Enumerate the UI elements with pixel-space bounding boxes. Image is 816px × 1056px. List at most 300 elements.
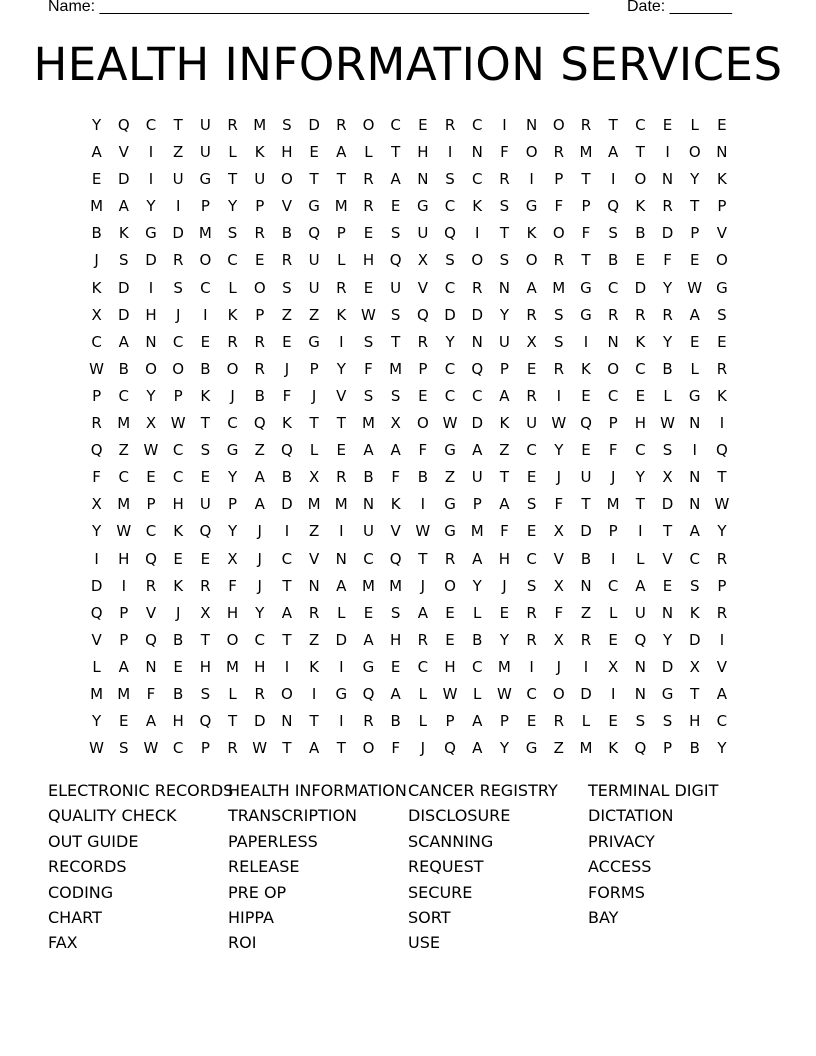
grid-row <box>83 518 736 545</box>
grid-letter: M <box>361 576 375 595</box>
grid-letter: K <box>689 603 700 622</box>
grid-letter: S <box>282 116 292 134</box>
grid-letter: L <box>337 251 346 270</box>
grid-letter: D <box>308 116 320 134</box>
word-list-item: RELEASE <box>228 857 300 877</box>
grid-row <box>83 573 736 600</box>
grid-letter: P <box>255 305 265 324</box>
grid-letter: T <box>499 224 509 243</box>
grid-letter: S <box>173 278 183 297</box>
grid-letter: K <box>227 305 238 324</box>
grid-letter: O <box>716 251 728 270</box>
grid-letter: G <box>580 305 592 324</box>
grid-letter: B <box>363 468 374 487</box>
grid-letter: K <box>91 278 102 297</box>
grid-letter: O <box>552 684 565 703</box>
grid-letter: X <box>662 468 673 487</box>
grid-letter: H <box>634 414 646 433</box>
grid-letter: W <box>714 495 730 514</box>
grid-letter: I <box>148 278 154 297</box>
grid-letter: E <box>418 386 428 405</box>
grid-letter: O <box>552 116 565 134</box>
grid-letter: P <box>228 495 238 514</box>
grid-letter: G <box>716 278 728 297</box>
grid-letter: E <box>363 603 374 622</box>
grid-letter: M <box>389 576 403 595</box>
grid-letter: D <box>118 278 130 297</box>
grid-letter: G <box>525 739 538 758</box>
grid-letter: I <box>121 576 126 595</box>
grid-letter: Q <box>362 684 375 703</box>
grid-letter: Q <box>281 441 293 460</box>
grid-letter: T <box>391 143 401 162</box>
grid-letter: M <box>497 657 511 676</box>
grid-letter: V <box>662 549 673 568</box>
grid-letter: E <box>254 251 265 270</box>
grid-letter: R <box>580 630 592 649</box>
grid-letter: M <box>552 278 566 297</box>
grid-letter: Y <box>336 359 346 378</box>
grid-letter: I <box>284 657 290 676</box>
grid-letter: S <box>662 712 673 731</box>
grid-letter: A <box>635 576 646 595</box>
grid-letter: A <box>417 603 428 622</box>
grid-letter: E <box>581 441 591 460</box>
grid-row <box>83 491 736 518</box>
grid-letter: M <box>90 197 104 216</box>
grid-letter: E <box>608 712 618 731</box>
grid-letter: L <box>418 684 428 703</box>
grid-letter: C <box>145 522 157 541</box>
word-list-item: SECURE <box>408 882 473 902</box>
grid-row <box>83 356 736 383</box>
grid-letter: E <box>282 332 292 351</box>
grid-letter: Z <box>173 143 184 162</box>
grid-letter: F <box>608 441 618 460</box>
grid-letter: R <box>553 143 564 162</box>
grid-letter: X <box>608 657 619 676</box>
grid-letter: E <box>363 224 374 243</box>
grid-letter: A <box>118 197 129 216</box>
grid-letter: A <box>472 549 483 568</box>
grid-letter: E <box>200 549 211 568</box>
grid-letter: D <box>634 278 647 297</box>
grid-letter: A <box>390 684 401 703</box>
grid-letter: J <box>257 576 262 595</box>
grid-letter: S <box>445 170 455 189</box>
grid-letter: K <box>472 197 483 216</box>
grid-letter: J <box>284 359 290 378</box>
grid-letter: L <box>364 143 373 162</box>
grid-letter: A <box>499 495 510 514</box>
grid-letter: C <box>526 684 537 703</box>
grid-letter: E <box>689 332 700 351</box>
grid-letter: O <box>172 359 185 378</box>
grid-letter: P <box>499 712 509 731</box>
grid-letter: Z <box>281 305 293 324</box>
grid-letter: G <box>335 684 348 703</box>
grid-letter: N <box>607 332 619 351</box>
grid-letter: L <box>473 684 482 703</box>
grid-letter: R <box>227 332 238 351</box>
grid-letter: S <box>662 441 673 460</box>
grid-letter: C <box>227 251 238 270</box>
grid-letter: O <box>552 224 565 243</box>
grid-letter: R <box>635 305 646 324</box>
grid-letter: G <box>525 197 538 216</box>
grid-letter: K <box>254 143 265 162</box>
grid-letter: C <box>635 116 646 134</box>
grid-letter: N <box>145 332 157 351</box>
grid-letter: D <box>444 305 456 324</box>
grid-letter: Q <box>580 414 592 433</box>
grid-letter: Z <box>308 305 320 324</box>
grid-letter: T <box>200 414 210 433</box>
grid-letter: Y <box>227 522 238 541</box>
grid-letter: B <box>417 468 428 487</box>
grid-letter: E <box>91 170 102 189</box>
grid-letter: W <box>442 414 458 433</box>
word-list-item: ROI <box>228 933 257 953</box>
word-list-item: PRIVACY <box>588 831 655 851</box>
grid-letter: N <box>634 657 646 676</box>
grid-letter: Q <box>444 739 456 758</box>
grid-letter: K <box>281 414 292 433</box>
grid-letter: W <box>687 278 703 297</box>
grid-letter: O <box>416 414 429 433</box>
word-list-item: TERMINAL DIGIT <box>588 781 719 800</box>
grid-letter: C <box>172 441 184 460</box>
grid-letter: D <box>90 576 103 595</box>
grid-letter: O <box>199 251 212 270</box>
grid-letter: R <box>254 224 265 243</box>
grid-letter: O <box>607 359 620 378</box>
grid-letter: O <box>253 278 266 297</box>
grid-letter: R <box>716 603 728 622</box>
grid-letter: A <box>118 332 129 351</box>
grid-letter: H <box>254 657 266 676</box>
grid-letter: H <box>118 549 130 568</box>
grid-letter: G <box>417 197 429 216</box>
grid-letter: X <box>91 305 102 324</box>
grid-letter: O <box>362 116 375 134</box>
grid-letter: X <box>390 414 401 433</box>
grid-letter: I <box>665 143 670 162</box>
grid-letter: W <box>89 359 105 378</box>
grid-row <box>83 464 736 491</box>
grid-letter: V <box>336 386 347 405</box>
grid-letter: D <box>335 630 348 649</box>
grid-letter: R <box>553 712 564 731</box>
grid-letter: S <box>282 278 292 297</box>
grid-letter: M <box>253 116 267 134</box>
grid-row <box>83 166 736 193</box>
grid-letter: R <box>308 603 320 622</box>
word-list-item: OUT GUIDE <box>48 831 139 851</box>
grid-letter: R <box>281 251 293 270</box>
grid-letter: R <box>526 630 537 649</box>
grid-letter: R <box>580 116 592 134</box>
word-list-item: HIPPA <box>228 907 274 927</box>
grid-letter: L <box>228 684 237 703</box>
grid-letter: A <box>281 603 293 622</box>
grid-letter: D <box>172 224 184 243</box>
page-title: HEALTH INFORMATION SERVICES <box>33 38 783 91</box>
grid-letter: I <box>529 170 534 189</box>
grid-letter: M <box>606 495 620 514</box>
grid-letter: C <box>417 657 429 676</box>
grid-letter: V <box>417 278 428 297</box>
grid-row <box>83 112 736 139</box>
grid-letter: Q <box>389 251 402 270</box>
grid-letter: T <box>309 414 319 433</box>
grid-letter: Q <box>444 224 456 243</box>
grid-letter: N <box>525 116 538 134</box>
grid-letter: P <box>554 170 564 189</box>
grid-letter: T <box>282 739 292 758</box>
grid-letter: Q <box>199 712 212 731</box>
grid-letter: J <box>94 251 99 270</box>
grid-letter: C <box>444 278 456 297</box>
grid-letter: J <box>502 576 507 595</box>
grid-letter: K <box>716 170 727 189</box>
grid-letter: T <box>690 197 700 216</box>
grid-letter: W <box>116 522 132 541</box>
grid-letter: I <box>583 332 589 351</box>
grid-letter: Y <box>92 712 102 731</box>
grid-letter: W <box>660 414 675 433</box>
grid-letter: I <box>638 522 643 541</box>
grid-letter: M <box>117 495 131 514</box>
grid-letter: N <box>335 549 347 568</box>
grid-letter: E <box>526 712 537 731</box>
grid-letter: F <box>391 468 400 487</box>
grid-letter: J <box>230 386 235 405</box>
grid-letter: K <box>200 386 211 405</box>
grid-letter: Z <box>444 468 456 487</box>
grid-letter: U <box>199 495 211 514</box>
grid-letter: E <box>635 251 646 270</box>
grid-row <box>83 627 736 654</box>
grid-letter: K <box>635 197 646 216</box>
grid-letter: B <box>281 224 293 243</box>
grid-letter: E <box>581 386 591 405</box>
grid-letter: V <box>91 630 102 649</box>
grid-letter: I <box>339 332 344 351</box>
grid-letter: I <box>203 305 208 324</box>
grid-letter: A <box>716 684 728 703</box>
grid-letter: Q <box>471 359 484 378</box>
grid-letter: C <box>118 468 130 487</box>
grid-letter: L <box>473 603 482 622</box>
grid-letter: F <box>663 251 672 270</box>
grid-letter: B <box>173 630 184 649</box>
grid-row <box>83 383 736 410</box>
grid-letter: B <box>635 224 646 243</box>
grid-letter: C <box>471 170 483 189</box>
grid-letter: P <box>92 386 102 405</box>
grid-letter: O <box>525 251 538 270</box>
grid-letter: Y <box>227 468 238 487</box>
word-list-item: FORMS <box>588 882 645 902</box>
grid-letter: D <box>118 305 130 324</box>
grid-letter: P <box>581 197 591 216</box>
grid-letter: R <box>91 414 102 433</box>
grid-letter: R <box>172 251 184 270</box>
grid-letter: J <box>556 468 561 487</box>
grid-letter: X <box>553 630 564 649</box>
grid-letter: G <box>444 522 456 541</box>
grid-letter: Z <box>499 441 510 460</box>
grid-row <box>83 329 736 356</box>
grid-letter: T <box>635 495 645 514</box>
grid-letter: R <box>716 549 728 568</box>
grid-letter: J <box>420 576 426 595</box>
grid-letter: A <box>608 143 619 162</box>
grid-letter: A <box>689 522 700 541</box>
grid-letter: L <box>309 441 319 460</box>
grid-letter: X <box>417 251 428 270</box>
grid-letter: M <box>117 414 131 433</box>
grid-letter: C <box>526 441 537 460</box>
grid-letter: Y <box>690 170 700 189</box>
grid-letter: C <box>390 116 401 134</box>
grid-letter: E <box>390 657 401 676</box>
grid-letter: Y <box>146 197 156 216</box>
grid-letter: S <box>119 739 129 758</box>
grid-letter: I <box>148 170 154 189</box>
grid-letter: N <box>498 278 511 297</box>
grid-letter: U <box>308 251 320 270</box>
grid-letter: I <box>339 712 344 731</box>
grid-letter: D <box>471 305 483 324</box>
grid-letter: H <box>417 143 429 162</box>
grid-letter: S <box>499 251 510 270</box>
grid-letter: Q <box>389 549 402 568</box>
grid-letter: F <box>146 684 156 703</box>
grid-letter: M <box>334 197 348 216</box>
grid-letter: P <box>173 386 183 405</box>
grid-letter: K <box>173 522 184 541</box>
grid-letter: W <box>496 684 512 703</box>
grid-letter: C <box>444 197 456 216</box>
grid-letter: S <box>499 197 510 216</box>
grid-letter: P <box>309 359 319 378</box>
grid-letter: X <box>200 603 211 622</box>
grid-letter: U <box>526 414 538 433</box>
grid-letter: G <box>308 332 320 351</box>
grid-letter: O <box>281 684 293 703</box>
grid-letter: Q <box>90 441 103 460</box>
grid-letter: Y <box>146 386 156 405</box>
grid-letter: E <box>717 332 727 351</box>
grid-letter: Q <box>416 305 429 324</box>
grid-letter: W <box>415 522 431 541</box>
grid-letter: K <box>173 576 184 595</box>
grid-letter: P <box>717 576 727 595</box>
grid-letter: X <box>553 522 564 541</box>
grid-letter: K <box>336 305 347 324</box>
grid-letter: U <box>254 170 266 189</box>
grid-letter: F <box>364 359 373 378</box>
grid-letter: F <box>554 495 564 514</box>
grid-letter: Y <box>717 522 727 541</box>
grid-letter: E <box>526 522 537 541</box>
grid-letter: S <box>119 251 129 270</box>
grid-letter: D <box>661 657 674 676</box>
grid-letter: L <box>690 116 699 134</box>
grid-letter: V <box>281 197 293 216</box>
grid-letter: R <box>254 359 265 378</box>
grid-letter: R <box>200 576 211 595</box>
grid-letter: Y <box>635 468 645 487</box>
grid-letter: R <box>553 251 564 270</box>
grid-letter: I <box>719 630 725 649</box>
word-list <box>48 778 768 956</box>
grid-letter: L <box>418 712 428 731</box>
grid-letter: I <box>475 224 480 243</box>
grid-letter: A <box>499 386 510 405</box>
grid-letter: E <box>418 116 428 134</box>
name-field-label: Name: _______________________________________________________ <box>48 0 589 15</box>
grid-letter: Z <box>553 739 564 758</box>
grid-letter: R <box>336 468 347 487</box>
grid-letter: Y <box>499 630 509 649</box>
grid-letter: E <box>336 441 347 460</box>
grid-letter: H <box>689 712 701 731</box>
grid-letter: C <box>471 657 483 676</box>
grid-letter: C <box>635 359 646 378</box>
word-list-item: SCANNING <box>408 831 494 851</box>
grid-letter: T <box>173 116 183 134</box>
grid-letter: W <box>442 684 458 703</box>
grid-letter: Q <box>90 603 103 622</box>
grid-letter: O <box>688 143 701 162</box>
grid-letter: D <box>580 522 592 541</box>
grid-letter: N <box>308 576 320 595</box>
grid-letter: D <box>580 684 592 703</box>
grid-letter: R <box>526 305 537 324</box>
grid-letter: E <box>200 332 211 351</box>
grid-letter: R <box>662 197 673 216</box>
grid-letter: J <box>257 549 262 568</box>
grid-letter: H <box>498 549 511 568</box>
grid-letter: J <box>610 468 616 487</box>
grid-letter: I <box>447 143 453 162</box>
grid-letter: M <box>470 522 484 541</box>
grid-letter: H <box>281 143 293 162</box>
grid-letter: H <box>199 657 211 676</box>
word-list-item: DICTATION <box>588 806 674 826</box>
grid-letter: S <box>390 386 401 405</box>
grid-letter: Y <box>662 630 673 649</box>
grid-letter: E <box>717 116 727 134</box>
word-list-item: CANCER REGISTRY <box>408 781 558 800</box>
grid-letter: L <box>663 386 672 405</box>
grid-letter: Q <box>145 549 157 568</box>
grid-letter: S <box>717 305 727 324</box>
grid-letter: T <box>581 495 591 514</box>
grid-letter: A <box>336 143 347 162</box>
grid-row <box>83 708 736 735</box>
grid-letter: T <box>336 414 346 433</box>
grid-letter: Y <box>554 441 564 460</box>
grid-letter: S <box>363 332 374 351</box>
grid-letter: M <box>198 224 212 243</box>
grid-letter: O <box>634 170 647 189</box>
grid-letter: O <box>281 170 293 189</box>
grid-letter: J <box>175 603 181 622</box>
